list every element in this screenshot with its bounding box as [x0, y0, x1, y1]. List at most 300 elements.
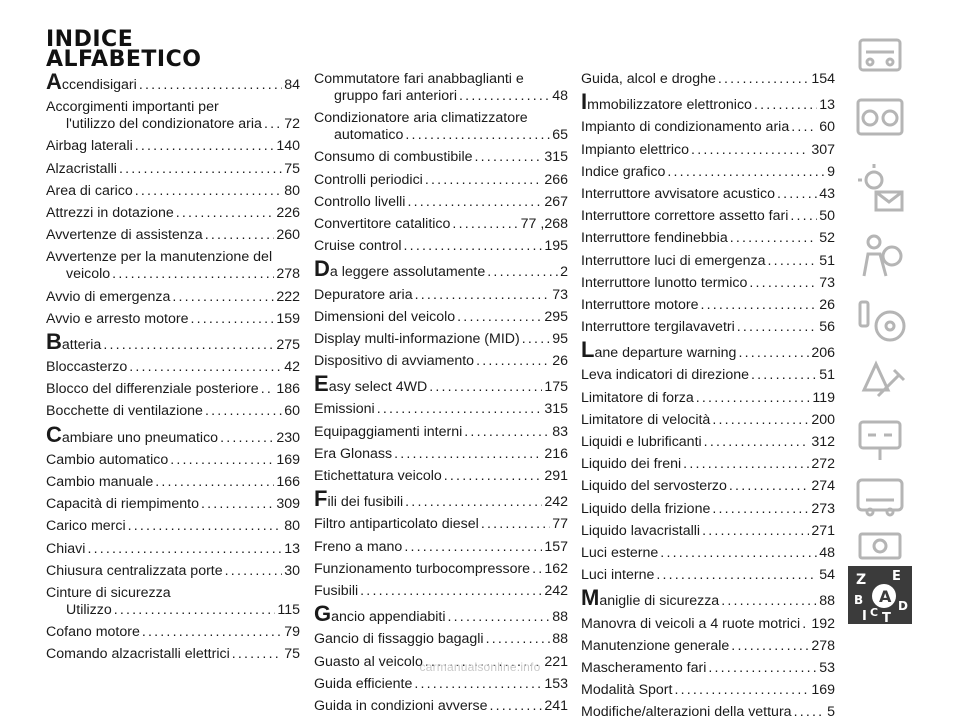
index-entry[interactable] [46, 138, 300, 155]
index-entry[interactable] [46, 452, 300, 469]
page-number: 295 [544, 308, 568, 325]
page-number: 230 [276, 429, 300, 446]
entry-text: Interruttore tergilavavetri [581, 319, 735, 336]
entry-text: Avvertenze per la manutenzione del [46, 249, 273, 266]
svg-text:I: I [862, 609, 867, 624]
index-entry-letter-start[interactable] [581, 337, 835, 363]
dot-leader [712, 501, 809, 518]
index-entry-letter-start[interactable] [46, 421, 300, 447]
entry-text: Guida in condizioni avverse [314, 697, 488, 714]
page-number: 88 [819, 593, 835, 610]
index-entry[interactable] [46, 205, 300, 222]
index-entry[interactable] [581, 186, 835, 203]
page-number: 53 [819, 659, 835, 676]
entry-text: Dimensioni del veicolo [314, 308, 456, 325]
dot-leader [656, 567, 817, 584]
entry-text: Leva indicatori di direzione [581, 367, 749, 384]
airbag-safety-icon[interactable] [864, 236, 901, 276]
svg-text:T: T [882, 611, 891, 624]
page-number: 309 [276, 496, 300, 513]
dot-leader [172, 289, 274, 306]
index-entry[interactable] [46, 381, 300, 398]
entry-text: Liquido lavacristalli [581, 522, 701, 539]
index-entry[interactable] [46, 161, 300, 178]
index-entry[interactable] [46, 249, 300, 283]
specs-icon[interactable] [858, 480, 902, 515]
page-number: 241 [544, 697, 568, 714]
entry-text: Interruttore fendinebbia [581, 230, 728, 247]
index-entry-letter-start[interactable] [46, 69, 300, 94]
page-number: 52 [819, 230, 835, 247]
index-entry[interactable] [581, 412, 835, 429]
entry-text: Interruttore correttore assetto fari [581, 208, 789, 225]
entry-text: Etichettatura veicolo [314, 468, 442, 484]
entry-text: Convertitore catalitico [314, 215, 451, 232]
dot-leader [667, 164, 825, 181]
entry-text [46, 421, 219, 447]
page-number: 206 [811, 345, 835, 362]
section-initial: L [581, 337, 595, 363]
entry-text: Interruttore motore [581, 296, 699, 313]
entry-text: Cruise control [314, 238, 402, 255]
index-entry-letter-start[interactable] [314, 256, 568, 282]
entry-text-rest: ane departure warning [594, 345, 737, 362]
index-entry[interactable] [314, 71, 568, 105]
dot-leader [486, 631, 551, 648]
index-entry[interactable] [314, 676, 568, 693]
page-number: 115 [277, 601, 300, 618]
page-number: 216 [544, 445, 568, 462]
svg-text:D: D [898, 599, 908, 613]
dashboard-icon[interactable] [858, 100, 902, 134]
page-number: 50 [819, 208, 835, 225]
entry-text-rest: ambiare uno pneumatico [61, 429, 219, 446]
dot-leader [448, 609, 551, 626]
entry-text: Impianto di condizionamento aria [581, 119, 790, 136]
entry-text: Display multi-informazione (MID) [314, 330, 520, 347]
index-entry[interactable] [46, 183, 300, 200]
page-number: 9 [827, 163, 835, 180]
entry-text: Funzionamento turbocompressore [314, 560, 531, 577]
dot-leader [704, 434, 810, 451]
entry-text: Bocchette di ventilazione [46, 403, 203, 420]
page-number: 242 [544, 582, 568, 599]
dot-leader [794, 704, 826, 721]
page-number: 200 [811, 411, 835, 428]
index-entry-letter-start[interactable] [314, 486, 568, 512]
dot-leader [674, 682, 809, 699]
entry-text: Indice grafico [581, 163, 666, 180]
dot-leader [225, 563, 283, 580]
index-entry-letter-start[interactable] [46, 328, 300, 354]
dot-leader [754, 97, 817, 114]
index-entry[interactable] [581, 230, 835, 247]
dot-leader [190, 311, 274, 328]
dot-leader [112, 266, 274, 283]
index-entry[interactable] [314, 110, 568, 144]
entry-text-rest: a leggere assolutamente [329, 264, 486, 281]
dot-leader [201, 496, 274, 513]
index-entry[interactable] [581, 275, 835, 292]
index-entry[interactable] [314, 287, 568, 304]
index-entry[interactable] [46, 563, 300, 580]
entry-text: Depuratore aria [314, 286, 413, 303]
page-number: 315 [544, 401, 568, 418]
dot-leader [128, 518, 283, 535]
page-number: 278 [811, 637, 835, 654]
page-number: 48 [819, 544, 835, 561]
page-number: 95 [552, 330, 568, 347]
page-number: 166 [276, 474, 300, 490]
index-entry[interactable] [581, 142, 835, 159]
svg-text:C: C [870, 606, 879, 619]
section-initial: M [581, 585, 600, 611]
index-entry[interactable] [314, 331, 568, 348]
index-entry[interactable] [314, 149, 568, 166]
dot-leader [718, 71, 809, 88]
dot-leader [429, 379, 542, 396]
page-number: 226 [276, 204, 300, 221]
entry-text: Controllo livelli [314, 193, 406, 210]
page-number: 169 [811, 682, 835, 699]
entry-text: Cambio manuale [46, 474, 154, 490]
section-initial: D [314, 256, 330, 282]
dot-leader [155, 474, 274, 491]
index-entry[interactable] [46, 474, 300, 491]
page-number: 77 [552, 516, 568, 533]
dot-leader [481, 516, 550, 533]
index-entry[interactable] [46, 541, 300, 558]
dot-leader [377, 401, 543, 418]
dot-leader [261, 381, 275, 398]
page-number: 271 [811, 522, 835, 539]
index-entry[interactable] [314, 698, 568, 715]
index-entry[interactable] [314, 583, 568, 600]
entry-text: Condizionatore aria climatizzatore [314, 110, 528, 127]
index-entry[interactable] [314, 216, 568, 233]
entry-text: Alzacristalli [46, 160, 117, 177]
entry-text: Modifiche/alterazioni della vettura [581, 704, 792, 721]
entry-text: Chiusura centralizzata porte [46, 562, 223, 579]
maintenance-icon[interactable] [860, 422, 900, 460]
page-number: 42 [284, 359, 300, 376]
entry-text: Guida efficiente [314, 675, 413, 692]
index-entry[interactable] [314, 309, 568, 326]
page-number: 13 [819, 97, 835, 114]
section-initial: B [46, 328, 62, 354]
entry-continuation: l'utilizzo del condizionatore aria [66, 116, 262, 133]
index-entry[interactable] [314, 561, 568, 578]
dot-leader [114, 602, 276, 619]
dot-leader [264, 116, 282, 133]
dot-leader [170, 452, 274, 469]
dot-leader [404, 238, 543, 255]
entry-text: Accorgimenti importanti per [46, 99, 219, 116]
page-number: 312 [811, 434, 835, 450]
index-entry[interactable] [46, 99, 300, 133]
dot-leader [205, 403, 282, 420]
entry-text: Guasto al veicolo [314, 653, 423, 670]
page-number: 169 [276, 451, 300, 468]
index-entry[interactable] [314, 446, 568, 463]
entry-text: Liquido del servosterzo [581, 478, 727, 495]
index-entry[interactable] [581, 704, 835, 721]
index-entry[interactable] [581, 616, 835, 633]
entry-text [581, 89, 752, 115]
index-entry[interactable] [314, 353, 568, 370]
page-number: 157 [544, 538, 568, 555]
dot-leader [522, 331, 550, 348]
index-entry[interactable] [581, 208, 835, 225]
index-entry[interactable] [46, 359, 300, 376]
svg-text:A: A [879, 587, 892, 606]
entry-text: Blocco del differenziale posteriore [46, 381, 259, 398]
index-entry[interactable] [581, 567, 835, 584]
page-number: 274 [811, 478, 835, 495]
page-number: 80 [284, 518, 300, 535]
index-entry[interactable] [581, 523, 835, 540]
entry-text: Fusibili [314, 582, 359, 599]
entry-text: Luci interne [581, 567, 655, 584]
entry-continuation-row [314, 88, 568, 105]
index-column-3 [581, 71, 835, 726]
breakdown-icon[interactable] [864, 364, 904, 396]
index-column-1 [46, 71, 300, 669]
index-entry[interactable] [46, 289, 300, 306]
entry-text-rest: ancio appendiabiti [331, 609, 446, 626]
dot-leader [721, 593, 817, 610]
page-number: 140 [276, 138, 300, 155]
index-entry[interactable] [581, 164, 835, 181]
dot-leader [790, 208, 817, 225]
dot-leader [702, 523, 809, 540]
dot-leader [802, 616, 809, 633]
dot-leader [683, 456, 809, 473]
entry-text: Gancio di fissaggio bagagli [314, 631, 484, 648]
entry-text: Era Glonass [314, 445, 393, 462]
entry-text: Avvio e arresto motore [46, 310, 189, 327]
entry-continuation: automatico [334, 127, 404, 144]
index-entry[interactable] [314, 238, 568, 255]
entry-text: Interruttore luci di emergenza [581, 252, 766, 269]
multimedia-icon[interactable] [860, 534, 900, 558]
entry-text: Luci esterne [581, 544, 659, 561]
index-entry[interactable] [314, 172, 568, 189]
index-entry[interactable] [46, 624, 300, 641]
index-entry-letter-start[interactable] [314, 371, 568, 397]
index-entry[interactable] [581, 638, 835, 655]
index-entry[interactable] [46, 403, 300, 420]
dot-leader [457, 309, 542, 326]
index-entry[interactable] [314, 539, 568, 556]
entry-text-rest: asy select 4WD [328, 379, 428, 396]
entry-text: Filtro antiparticolato diesel [314, 516, 479, 533]
entry-text: Commutatore fari anabbaglianti e [314, 71, 524, 87]
page-number: 77 ,268 [520, 215, 568, 232]
entry-text: Emissioni [314, 401, 375, 418]
page-number: 154 [811, 71, 835, 87]
dot-leader [751, 367, 817, 384]
entry-text: Chiavi [46, 540, 86, 557]
entry-text: Liquido della frizione [581, 500, 711, 517]
page-number: 221 [544, 653, 568, 670]
dot-leader [414, 676, 542, 693]
page-number: 5 [827, 704, 835, 721]
page-number: 307 [811, 141, 835, 158]
dot-leader [394, 446, 542, 463]
page-title [46, 27, 202, 72]
entry-text: Limitatore di velocità [581, 411, 711, 428]
dot-leader [712, 412, 809, 429]
index-entry[interactable] [581, 682, 835, 699]
entry-text [581, 337, 737, 363]
entry-text: Guida, alcol e droghe [581, 71, 716, 87]
dot-leader [87, 541, 282, 558]
index-entry[interactable] [46, 496, 300, 513]
index-entry[interactable] [314, 194, 568, 211]
entry-text [581, 585, 720, 611]
page-number: 65 [552, 127, 568, 144]
page-number: 43 [819, 185, 835, 202]
entry-text: Cofano motore [46, 624, 140, 641]
dot-leader [475, 149, 543, 166]
entry-text: Area di carico [46, 182, 133, 199]
page-number: 84 [284, 77, 300, 93]
index-entry[interactable] [314, 631, 568, 648]
index-entry[interactable] [46, 518, 300, 535]
dot-leader [103, 337, 274, 354]
entry-continuation: Utilizzo [66, 601, 112, 618]
index-entry[interactable] [314, 516, 568, 533]
dot-leader [749, 275, 817, 292]
dot-leader [139, 77, 282, 94]
page-number: 291 [544, 468, 568, 484]
index-entry-letter-start[interactable] [314, 601, 568, 627]
index-entry[interactable] [314, 424, 568, 441]
dot-leader [404, 539, 542, 556]
page-number: 186 [276, 381, 300, 398]
dot-leader [660, 545, 817, 562]
page-number: 2 [560, 264, 568, 281]
entry-text: Cinture di sicurezza [46, 584, 171, 601]
entry-text [314, 486, 404, 512]
index-entry[interactable] [581, 501, 835, 518]
dot-leader [142, 624, 282, 641]
page-number: 315 [544, 149, 568, 166]
dot-leader [768, 253, 818, 270]
entry-text: Limitatore di forza [581, 389, 694, 406]
index-column-2 [314, 71, 568, 720]
dot-leader [405, 127, 550, 144]
page-number: 80 [284, 182, 300, 199]
dot-leader [135, 183, 282, 200]
page-number: 73 [819, 274, 835, 291]
index-entry[interactable] [581, 119, 835, 136]
page-number: 60 [819, 119, 835, 136]
entry-text: Manutenzione generale [581, 637, 730, 654]
dot-leader [737, 319, 817, 336]
entry-text: Capacità di riempimento [46, 496, 199, 513]
index-entry[interactable] [581, 390, 835, 407]
entry-text [46, 69, 137, 94]
entry-text: Freno a mano [314, 538, 403, 555]
entry-text [314, 256, 486, 282]
page-number: 153 [544, 675, 568, 692]
index-entry[interactable] [581, 367, 835, 384]
section-initial: E [314, 371, 329, 397]
entry-text: Comando alzacristalli elettrici [46, 646, 230, 663]
section-initial: A [46, 69, 62, 94]
dot-leader [459, 88, 550, 105]
dot-leader [444, 468, 543, 485]
dot-leader [464, 424, 550, 441]
index-entry[interactable] [581, 253, 835, 270]
entry-continuation: gruppo fari anteriori [334, 88, 458, 104]
page-number: 88 [552, 631, 568, 648]
index-entry[interactable] [581, 297, 835, 314]
index-entry[interactable] [581, 434, 835, 451]
entry-text: Airbag laterali [46, 138, 133, 155]
entry-text: Consumo di combustibile [314, 149, 473, 166]
page-number: 13 [284, 540, 300, 557]
dot-leader [490, 698, 543, 715]
index-entry[interactable] [314, 468, 568, 485]
car-info-icon[interactable] [860, 40, 900, 70]
alphabetical-index-tile[interactable] [848, 566, 912, 624]
dot-leader [701, 297, 818, 314]
warning-lights-icon[interactable] [858, 164, 902, 210]
dot-leader [731, 638, 809, 655]
page-number: 267 [544, 193, 568, 210]
page-number: 195 [544, 238, 568, 255]
page-number: 162 [544, 560, 568, 577]
entry-text: Interruttore lunotto termico [581, 274, 748, 291]
dot-leader [205, 227, 275, 244]
index-entry[interactable] [581, 71, 835, 88]
key-steering-icon[interactable] [860, 302, 904, 340]
entry-text: Mascheramento fari [581, 659, 707, 676]
index-entry[interactable] [46, 311, 300, 328]
entry-text: Interruttore avvisatore acustico [581, 185, 775, 202]
dot-leader [360, 583, 542, 600]
index-entry[interactable] [581, 478, 835, 495]
page-number: 79 [284, 624, 300, 641]
index-entry[interactable] [46, 227, 300, 244]
dot-leader [415, 287, 551, 304]
dot-leader [425, 172, 543, 189]
index-entry[interactable] [581, 545, 835, 562]
chapter-icons [846, 30, 914, 620]
index-entry[interactable] [46, 585, 300, 619]
chapter-sidebar [846, 30, 914, 620]
entry-text: Liquido dei freni [581, 456, 682, 473]
index-entry-letter-start[interactable] [581, 585, 835, 611]
page-number: 88 [552, 609, 568, 626]
dot-leader [405, 494, 542, 511]
entry-text: Controlli periodici [314, 171, 423, 188]
entry-text [314, 601, 446, 627]
page-number: 272 [811, 456, 835, 473]
entry-text: Carico merci [46, 518, 126, 535]
section-initial: C [46, 421, 62, 447]
index-entry[interactable] [314, 401, 568, 418]
page-number: 54 [819, 567, 835, 584]
index-entry[interactable] [581, 319, 835, 336]
section-initial: G [314, 601, 332, 627]
index-entry[interactable] [581, 456, 835, 473]
page-number: 119 [812, 389, 835, 406]
index-entry-letter-start[interactable] [581, 89, 835, 115]
